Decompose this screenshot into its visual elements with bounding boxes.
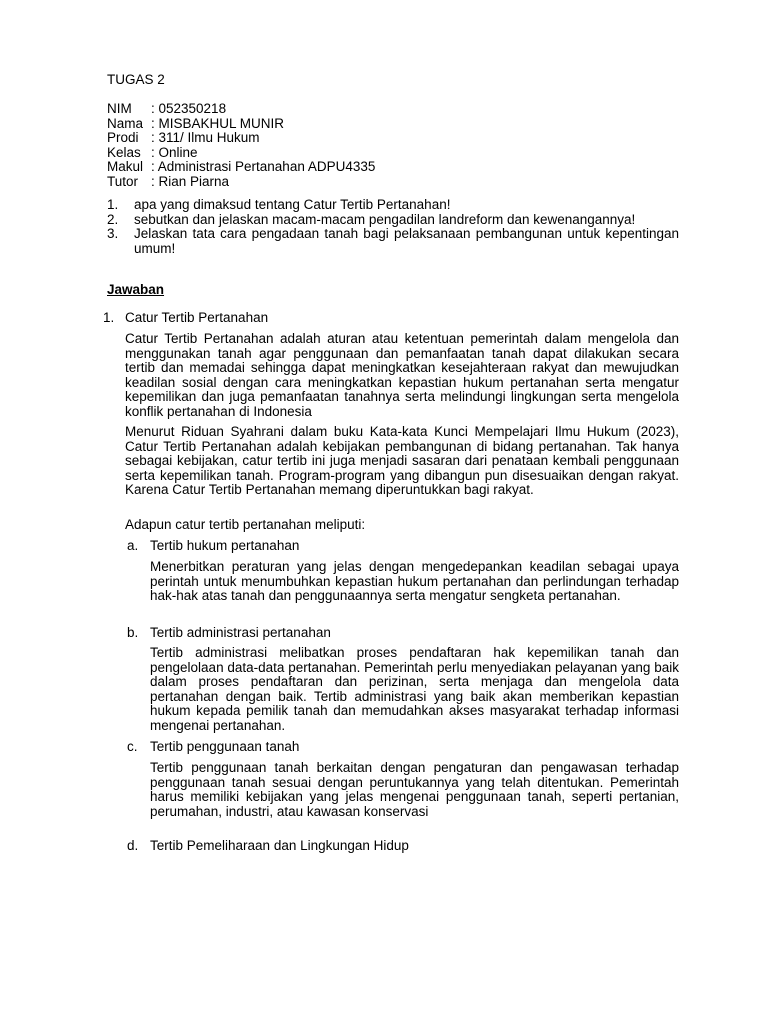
info-key: Tutor	[107, 173, 139, 189]
subsection-text-a: Menerbitkan peraturan yang jelas dengan mengedepankan keadilan sebagai upaya perintah untuk menumbuhkan kepastian hukum pertanahan dan perlindungan terhadap hak-hak atas tanah dan penggunaannya serta mengatur sengketa pertanahan.	[150, 559, 679, 604]
question-item	[107, 213, 679, 228]
subsection-heading-c	[127, 740, 299, 755]
info-row-makul	[107, 160, 375, 175]
subsection-letter: b.	[127, 625, 139, 640]
answer-heading: Jawaban	[107, 282, 165, 297]
question-item	[107, 227, 679, 256]
section-number: 1.	[103, 310, 115, 325]
paragraph-quote: Menurut Riduan Syahrani dalam buku Kata-kata Kunci Mempelajari Ilmu Hukum (2023), Catur Tertib Pertanahan adalah kebijakan pembangunan di bidang pertanahan. Tak hanya sebagai kebijakan, catur tertib ini juga menjadi sasaran dari penataan kembali penggunaan serta kepemilikan tanah. Program-program yang dibangun pun disesuaikan dengan rakyat. Karena Catur Tertib Pertanahan memang diperuntukkan bagi rakyat.	[125, 424, 679, 498]
subsection-heading-d	[127, 839, 409, 854]
subsection-heading-a	[127, 539, 299, 554]
question-list	[107, 198, 679, 256]
question-text: apa yang dimaksud tentang Catur Tertib Pertanahan!	[134, 197, 451, 212]
subsection-text-b: Tertib administrasi melibatkan proses pendaftaran hak kepemilikan tanah dan pengelolaan data-data pertanahan. Pemerintah perlu menyediakan pelayanan yang baik dalam proses pendaftaran dan perizinan, serta menjaga dan mengelola data pertanahan dengan baik. Tertib administrasi yang baik akan memberikan kepastian hukum kepada pemilik tanah dan memudahkan akses masyarakat terhadap informasi mengenai pertanahan.	[150, 645, 679, 733]
info-row-nim	[107, 102, 375, 117]
subsection-text-c: Tertib penggunaan tanah berkaitan dengan pengaturan dan pengawasan terhadap penggunaan tanah sesuai dengan peruntukannya yang telah ditentukan. Pemerintah harus memiliki kebijakan yang jelas mengenai penggunaan tanah, seperti pertanian, perumahan, industri, atau kawasan konservasi	[150, 760, 679, 819]
paragraph-intro: Adapun catur tertib pertanahan meliputi:	[125, 517, 366, 532]
info-row-prodi	[107, 131, 375, 146]
info-value: : 052350218	[151, 101, 227, 116]
info-key: Makul	[107, 159, 144, 175]
section-title: Catur Tertib Pertanahan	[125, 310, 269, 325]
student-info	[107, 102, 375, 190]
subsection-letter: c.	[127, 739, 138, 754]
paragraph-definition: Catur Tertib Pertanahan adalah aturan atau ketentuan pemerintah dalam mengelola dan menggunakan tanah agar penggunaan dan pemanfaatan tanah dapat dilakukan secara tertib dan memadai sehingga dapat meningkatkan kesejahteraan rakyat dan mewujudkan keadilan sosial dengan cara meningkatkan kepastian hukum pertanahan serta mengatur kepemilikan dan juga pemanfaatan tanahnya serta melindungi lingkungan serta mengelola konflik pertanahan di Indonesia	[125, 331, 679, 419]
info-value: : 311/ Ilmu Hukum	[151, 130, 260, 146]
info-value: : Rian Piarna	[151, 173, 230, 189]
question-item	[107, 198, 679, 213]
subsection-title: Tertib penggunaan tanah	[150, 739, 300, 754]
question-number: 2.	[107, 211, 119, 227]
section-heading	[103, 311, 268, 326]
subsection-letter: d.	[127, 838, 139, 853]
info-key: Nama	[107, 115, 144, 131]
info-key: Prodi	[107, 130, 139, 146]
info-row-kelas	[107, 146, 375, 161]
subsection-title: Tertib hukum pertanahan	[150, 538, 300, 553]
info-row-nama	[107, 117, 375, 132]
subsection-heading-b	[127, 626, 331, 641]
info-value: : MISBAKHUL MUNIR	[151, 115, 285, 131]
document-title: TUGAS 2	[107, 72, 165, 87]
subsection-title: Tertib Pemeliharaan dan Lingkungan Hidup	[150, 838, 409, 853]
question-text: sebutkan dan jelaskan macam-macam pengadilan landreform dan kewenangannya!	[134, 211, 636, 227]
info-key: NIM	[107, 101, 132, 116]
subsection-letter: a.	[127, 538, 139, 553]
question-number: 3.	[107, 226, 119, 242]
question-number: 1.	[107, 197, 119, 212]
info-value: : Administrasi Pertanahan ADPU4335	[151, 159, 376, 175]
subsection-title: Tertib administrasi pertanahan	[150, 625, 331, 640]
question-text: Jelaskan tata cara pengadaan tanah bagi pelaksanaan pembangunan untuk kepentingan umum!	[134, 226, 679, 256]
info-row-tutor	[107, 175, 375, 190]
info-value: : Online	[151, 144, 198, 160]
info-key: Kelas	[107, 144, 141, 160]
